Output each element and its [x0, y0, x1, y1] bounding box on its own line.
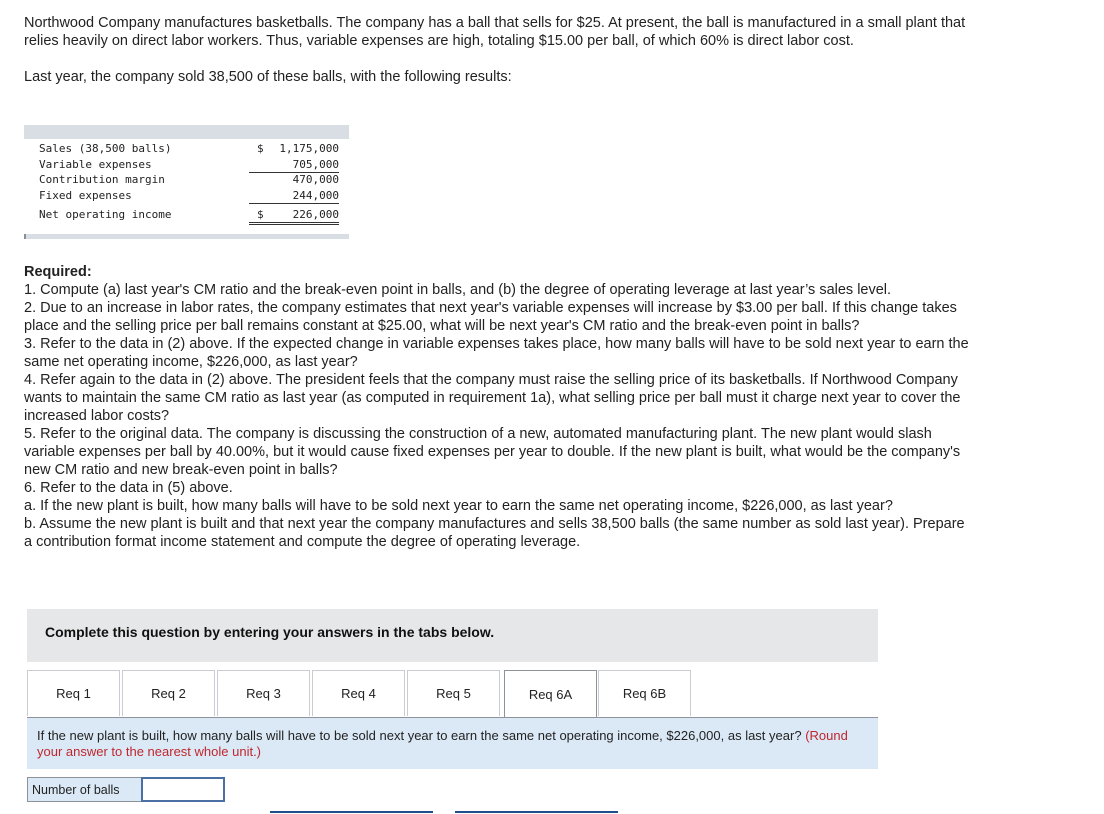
instruction-panel	[27, 609, 878, 662]
income-statement	[24, 125, 349, 239]
statement-header-bar	[24, 125, 349, 139]
statement-label: Contribution margin	[39, 173, 165, 186]
required-heading: Required:	[24, 264, 92, 280]
statement-label: Sales (38,500 balls)	[39, 142, 172, 155]
requirement-item: 4. Refer again to the data in (2) above. The president feels that the company must raise the selling price of its basketballs. If Northwood Company wants to maintain the same CM ratio as last year (as computed in requirement 1a), what selling price per ball must it charge next year to cover the increased labor costs?	[24, 372, 961, 424]
tab-req-6a[interactable]: Req 6A	[504, 670, 597, 718]
dollar-sign: $	[257, 142, 264, 155]
next-button-edge[interactable]	[455, 811, 618, 813]
requirements	[24, 263, 969, 551]
requirement-item: 1. Compute (a) last year's CM ratio and the break-even point in balls, and (b) the degree of operating leverage at last year’s sales level.	[24, 282, 892, 298]
number-of-balls-input[interactable]	[141, 777, 225, 802]
tab-req-3[interactable]: Req 3	[217, 670, 310, 716]
requirement-item: 5. Refer to the original data. The company is discussing the construction of a new, automated manufacturing plant. The new plant would slash variable expenses per ball by 40.00%, but it would cause fixed expenses per year to double. If the new plant is built, what would be the company's new CM ratio and new break-even point in balls?	[24, 426, 961, 478]
statement-amount: 226,000	[249, 208, 339, 225]
statement-row	[39, 189, 349, 205]
problem-intro	[24, 14, 969, 86]
statement-label: Net operating income	[39, 208, 172, 221]
requirement-item: 3. Refer to the data in (2) above. If the expected change in variable expenses takes place, how many balls will have to be sold next year to earn the same net operating income, $226,000, as last year?	[24, 336, 969, 370]
rounding-hint: (Round your answer to the nearest whole unit.)	[37, 728, 848, 759]
statement-amount: 470,000	[292, 173, 339, 186]
statement-amount: 244,000	[249, 189, 339, 204]
intro-paragraph: Northwood Company manufactures basketballs. The company has a ball that sells for $25. At present, the ball is manufactured in a small plant that relies heavily on direct labor workers. Thus, variable expenses are high, totaling $15.00 per ball, of which 60% is direct labor cost.	[24, 15, 966, 49]
tab-req-2[interactable]: Req 2	[122, 670, 215, 716]
statement-amount: 705,000	[249, 158, 339, 173]
question-text: If the new plant is built, how many balls will have to be sold next year to earn the same net operating income, $226,000, as last year?	[37, 728, 802, 743]
instruction-text: Complete this question by entering your answers in the tabs below.	[45, 624, 495, 640]
tab-req-1[interactable]: Req 1	[27, 670, 120, 716]
statement-amount: 1,175,000	[279, 142, 339, 155]
requirement-item: b. Assume the new plant is built and that next year the company manufactures and sells 38,500 balls (the same number as sold last year). Prepare a contribution format income statement and compute the degree of operating leverage.	[24, 516, 965, 550]
intro-paragraph: Last year, the company sold 38,500 of these balls, with the following results:	[24, 69, 512, 85]
requirement-item: 6. Refer to the data in (5) above.	[24, 480, 233, 496]
question-box	[27, 718, 878, 769]
requirement-item: 2. Due to an increase in labor rates, the company estimates that next year's variable expenses will increase by $3.00 per ball. If this change takes place and the selling price per ball remains constant at $25.00, what will be next year's CM ratio and the break-even point in balls?	[24, 300, 957, 334]
statement-label: Variable expenses	[39, 157, 152, 171]
statement-label: Fixed expenses	[39, 188, 132, 202]
statement-row	[39, 173, 349, 189]
tab-req-4[interactable]: Req 4	[312, 670, 405, 716]
statement-row	[39, 158, 349, 174]
answer-row	[27, 777, 225, 802]
prev-button-edge[interactable]	[270, 811, 433, 813]
tab-req-5[interactable]: Req 5	[407, 670, 500, 716]
statement-row	[39, 208, 349, 224]
requirement-item: a. If the new plant is built, how many balls will have to be sold next year to earn the same net operating income, $226,000, as last year?	[24, 498, 893, 514]
dollar-sign: $	[257, 208, 264, 221]
statement-row	[39, 142, 349, 158]
number-of-balls-label: Number of balls	[27, 777, 141, 802]
tab-req-6b[interactable]: Req 6B	[598, 670, 691, 716]
statement-footer-bar	[24, 234, 349, 239]
